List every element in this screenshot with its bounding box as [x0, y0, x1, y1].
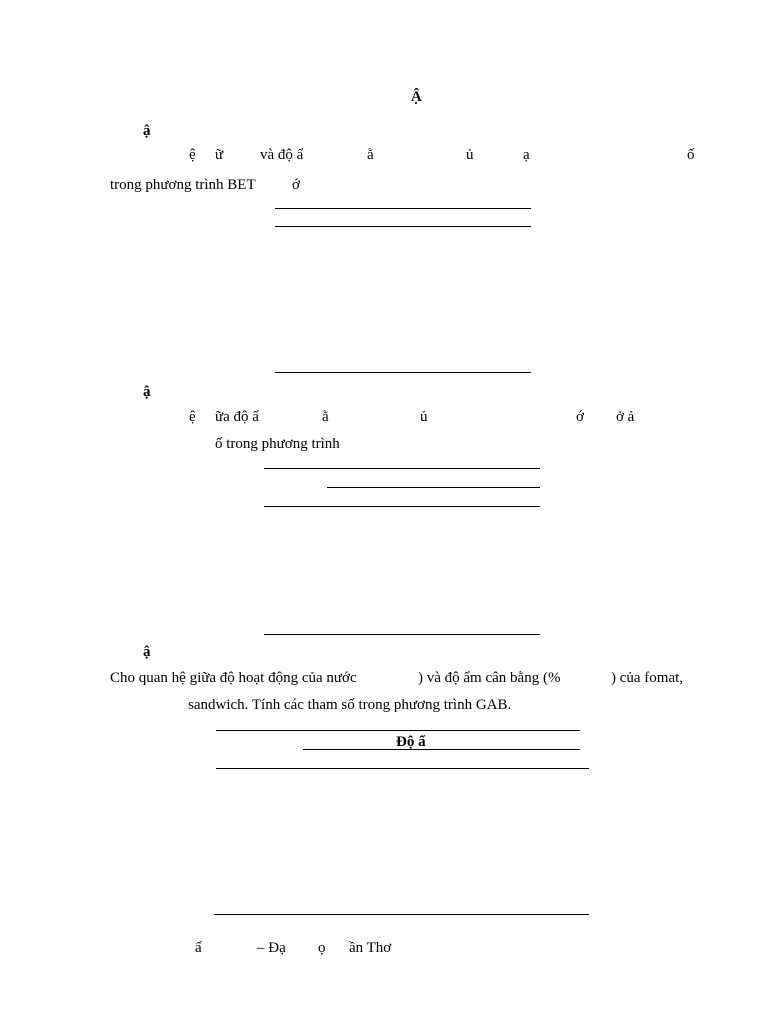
exercise-2-heading: ậ — [143, 384, 151, 400]
footer-frag-b: – Đạ — [257, 940, 286, 956]
footer-frag-a: ấ — [195, 940, 202, 956]
footer-frag-d: ần Thơ — [349, 940, 392, 956]
ex2-table-subheader-rule — [327, 487, 540, 488]
exercise-3-heading: ậ — [143, 644, 151, 660]
ex2-table-bottom-rule — [264, 634, 540, 635]
ex1-frag-f: ạ — [523, 147, 530, 163]
ex3-table-header-rule — [216, 768, 589, 769]
page-title: Ậ — [411, 89, 422, 105]
ex1-table-top-rule — [275, 208, 531, 209]
ex1-frag-c: và độ ẩ — [260, 147, 304, 163]
ex3-line1-text-b: ) và độ ẩm cân bằng (% — [418, 670, 561, 686]
exercise-2-line-2: ố trong phương trình — [215, 436, 340, 452]
ex1-line2-text: trong phương trình BET — [110, 177, 256, 193]
ex1-frag-g: ố — [687, 147, 695, 163]
ex3-line1-text-c: ) của fomat, — [611, 670, 684, 686]
ex3-table-header: Độ ẩ — [396, 734, 426, 750]
ex2-table-header-rule — [264, 506, 540, 507]
ex2-frag-c: ằ — [322, 409, 329, 425]
ex3-table-subheader-rule — [303, 749, 580, 750]
exercise-1-heading: ậ — [143, 123, 151, 139]
ex3-table-bottom-rule — [214, 914, 589, 915]
ex1-frag-e: ủ — [466, 147, 474, 163]
ex2-table-top-rule — [264, 468, 540, 469]
ex2-frag-f: ở ả — [616, 409, 635, 425]
ex1-table-header-rule — [275, 226, 531, 227]
ex2-frag-e: ớ — [576, 409, 584, 425]
footer-frag-c: ọ — [318, 940, 326, 956]
ex2-frag-a: ệ — [189, 409, 196, 425]
ex1-frag-d: ằ — [367, 147, 374, 163]
ex1-frag-b: ữ — [215, 147, 224, 163]
ex1-line2-frag: ớ — [292, 177, 300, 193]
ex1-frag-a: ệ — [189, 147, 196, 163]
ex3-table-top-rule — [216, 730, 580, 731]
ex2-frag-d: ủ — [420, 409, 428, 425]
exercise-3-line-2: sandwich. Tính các tham số trong phương trình GAB. — [188, 697, 512, 713]
ex3-line1-text-a: Cho quan hệ giữa độ hoạt động của nước — [110, 670, 357, 686]
ex1-table-bottom-rule — [275, 372, 531, 373]
ex2-frag-b: ữa độ ẩ — [215, 409, 259, 425]
